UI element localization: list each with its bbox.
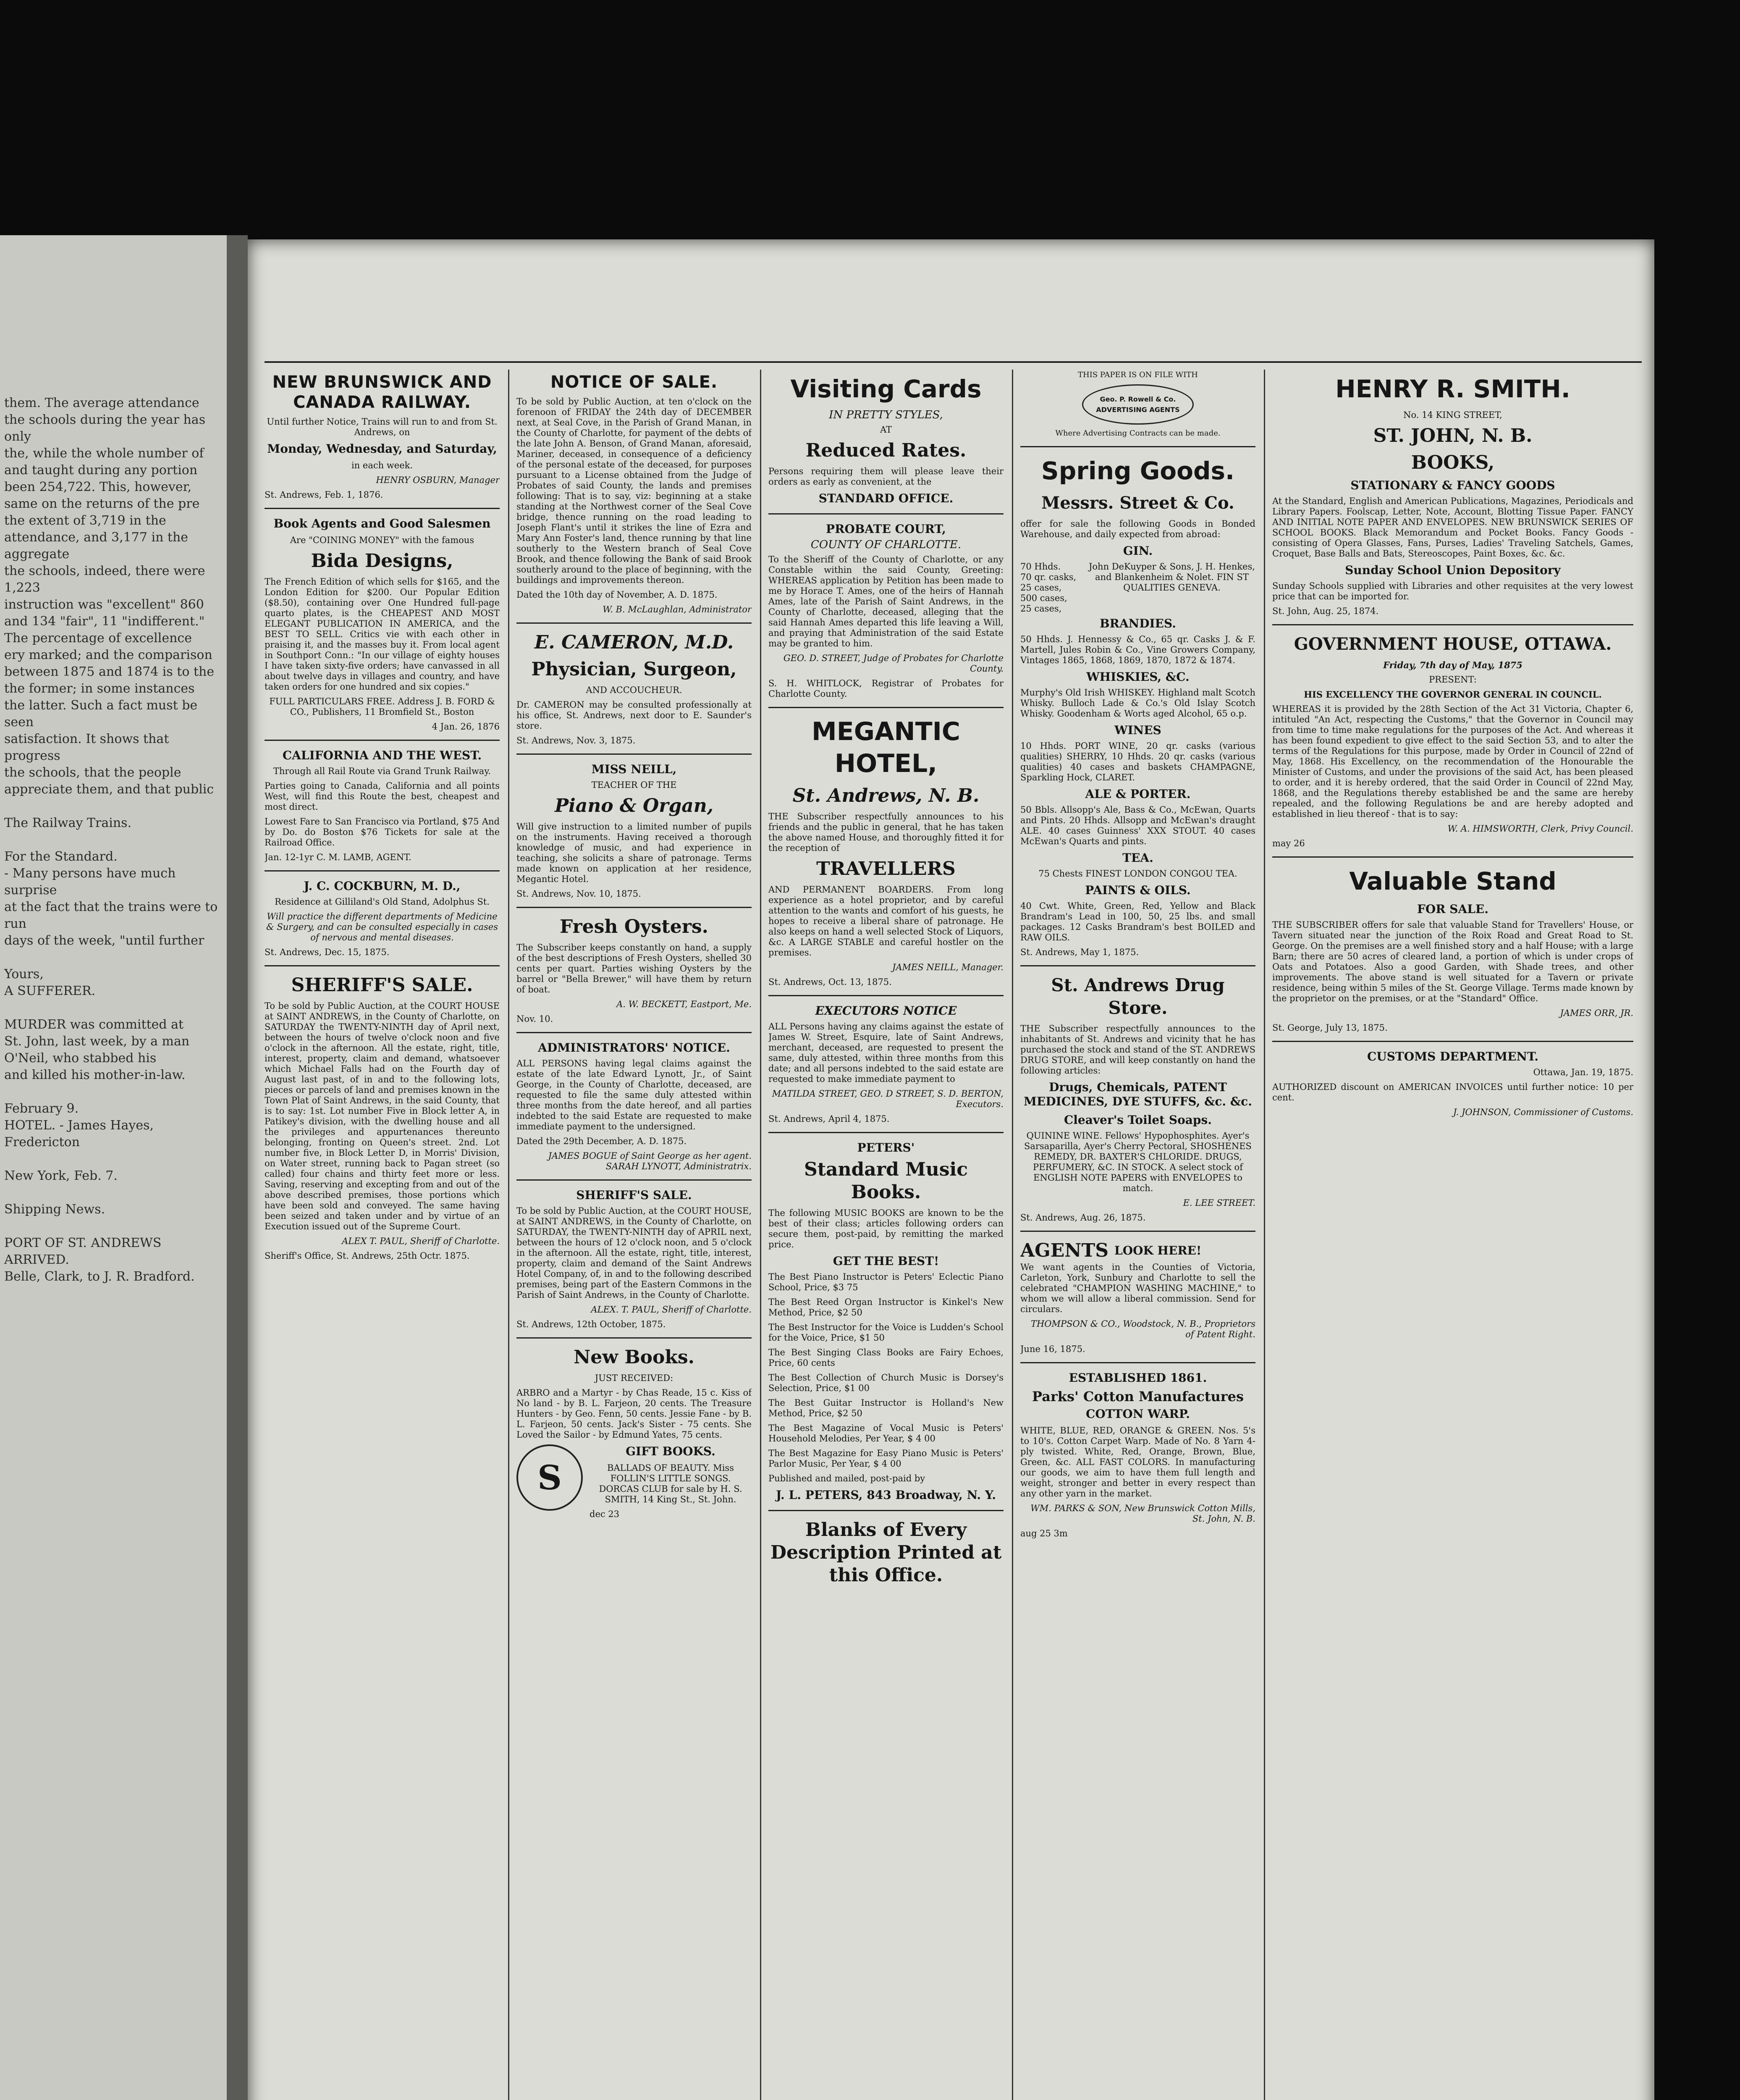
bida-body: The French Edition of which sells for $165, and the London Edition for $200. Our Popular Edition ($8.50), containing over One Hundred full-page quarto plates, is the CHEAPEST AND MOST ELEGANT PUBLICATION IN AMERICA, and the BEST TO SELL. Critics vie with each other in praising it, and the masses buy it. From local agent in Southport Conn.: "In our village of eighty houses I have taken sixty-five orders; have canvassed in all about twelve days in villages and country, and have taken orders for one hundred and six copies." <box>265 577 500 692</box>
new-books-title: New Books. <box>574 1347 694 1368</box>
divider <box>768 1132 1004 1133</box>
agents-line: Book Agents and Good Salesmen <box>273 517 491 530</box>
music-item: The Best Reed Organ Instructor is Kinkel's New Method, Price, $2 50 <box>768 1297 1004 1318</box>
tea-body: 75 Chests FINEST LONDON CONGOU TEA. <box>1038 869 1237 879</box>
government-date: Friday, 7th day of May, 1875 <box>1383 660 1522 670</box>
oysters-date: Nov. 10. <box>516 1014 553 1024</box>
music-item: The Best Instructor for the Voice is Ludden's School for the Voice, Price, $1 50 <box>768 1322 1004 1343</box>
california-fares: Lowest Fare to San Francisco via Portland, $75 And by Do. do Boston $76 Tickets for sale at the Railroad Office. <box>265 816 500 848</box>
agents-body: Are "COINING MONEY" with the famous <box>290 535 474 545</box>
gift-books-title: GIFT BOOKS. <box>626 1444 715 1458</box>
executors-signature: MATILDA STREET, GEO. D STREET, S. D. BERTON, Executors. <box>772 1089 1004 1109</box>
new-books-sub: JUST RECEIVED: <box>595 1373 673 1383</box>
agents-header <box>1020 1239 1255 1262</box>
probate-body: To the Sheriff of the County of Charlotte, or any Constable within the said County, Greeting: WHEREAS application by Petition has been made to me by Horace T. Ames, one of the heirs of Hannah Ames, late of the Parish of Saint Andrews, in the County of Charlotte, deceased, alleging that the said Hannah Ames departed this life leaving a Will, and praying that Administration of the said Estate may be granted to him. <box>768 554 1004 648</box>
top-rule <box>265 361 1642 363</box>
divider <box>516 1337 752 1339</box>
smith-title: HENRY R. SMITH. <box>1335 375 1570 403</box>
sheriff-sale-body: To be sold by Public Auction, at the COURT HOUSE at SAINT ANDREWS, in the County of Charlotte, on SATURDAY the TWENTY-NINTH day of April next, between the hours of twelve o'clock noon and five o'clock in the afternoon. All the estate, right, title, interest, property, claim and demand, whatsoever which Michael Falls had on the Fourth day of August last past, of in and to the following lots, pieces or parcels of land and premises known in the Town Plat of Saint Andrews, in the said County, that is to say: 1st. Lot number Five in Block letter A, in Patikey's division, with the dwelling house and all the privileges and appurtenances thereunto belonging, fronting on Queen's street. 2nd. Lot number five, in Block Letter D, in Morris' Division, on Water street, running back to Pagan street (so called) four chains and thirty feet more or less. Saving, reserving and excepting from and out of the above described premises, those portions which have been sold and conveyed. The same having been seized and taken under and by virtue of an Execution issued out of the Supreme Court. <box>265 1001 500 1231</box>
parks-body: WHITE, BLUE, RED, ORANGE & GREEN. Nos. 5's to 10's. Cotton Carpet Warp. Made of No. 8 Yarn 4-ply twisted. White, Red, Orange, Brown, Blue, Green, &c. ALL FAST COLORS. In manufacturing our goods, we aim to have them full length and weight, stronger and better in every respect than any other yarn in the market. <box>1020 1425 1255 1499</box>
cockburn-title: J. C. COCKBURN, M. D., <box>304 879 461 893</box>
probate-title: PROBATE COURT, <box>826 522 946 536</box>
peters-title: PETERS' <box>857 1141 915 1155</box>
visiting-cards-body: Persons requiring them will please leave their orders as early as convenient, at the <box>768 466 1004 487</box>
music-item: The Best Singing Class Books are Fairy Echoes, Price, 60 cents <box>768 1347 1004 1368</box>
valuable-stand-date: St. George, July 13, 1875. <box>1272 1023 1388 1033</box>
admin-title: ADMINISTRATORS' NOTICE. <box>538 1041 730 1055</box>
executors-title: EXECUTORS NOTICE <box>815 1004 957 1018</box>
agents-title: AGENTS <box>1020 1240 1108 1261</box>
divider <box>768 513 1004 514</box>
smith-body: At the Standard, English and American Publications, Magazines, Periodicals and Library Papers. Foolscap, Letter, Note, Account, Blotting Tissue Paper. FANCY AND INITIAL NOTE PAPER AND ENVELOPES. NEW BRUNSWICK SERIES OF SCHOOL BOOKS. Black Memorandum and Pocket Books. Fancy Goods - consisting of Opera Glasses, Fans, Purses, Ladies' Traveling Satchels, Games, Croquet, Base Balls and Bats, Stereoscopes, Paint Boxes, &c. &c. <box>1272 496 1633 559</box>
file-sub: Where Advertising Contracts can be made. <box>1055 429 1221 438</box>
megantic-date: St. Andrews, Oct. 13, 1875. <box>768 977 892 987</box>
neill-sub: TEACHER OF THE <box>591 780 677 790</box>
ale-heading: ALE & PORTER. <box>1085 787 1191 801</box>
tea-heading: TEA. <box>1122 851 1153 865</box>
established: ESTABLISHED 1861. <box>1069 1371 1207 1385</box>
cameron-sub: Physician, Surgeon, <box>531 659 737 680</box>
divider <box>516 1179 752 1181</box>
smith-date: St. John, Aug. 25, 1874. <box>1272 606 1379 616</box>
visiting-cards-sub: IN PRETTY STYLES, <box>829 409 943 421</box>
notice-of-sale-body: To be sold by Public Auction, at ten o'clock on the forenoon of FRIDAY the 24th day of DECEMBER next, at Seal Cove, in the Parish of Grand Manan, in the County of Charlotte, for payment of the debts of the late John A. Benson, of Grand Manan, aforesaid, Mariner, deceased, in consequence of a deficiency of the personal estate of the deceased, for purposes pursuant to a License obtained from the Judge of Probates of said County, the lands and premises following: That is to say, viz: beginning at a stake standing at the Northwest corner of the Seal Cove bridge, thence running on the road leading to Joseph Flant's until it strikes the line of Ezra and Mary Ann Foster's land, thence running by that line southerly to the Western branch of Seal Cove Brook, and thence following the Bank of said Brook southerly around to the place of beginning, with the buildings and improvements thereon. <box>516 396 752 585</box>
divider <box>516 622 752 624</box>
cameron-sub2: AND ACCOUCHEUR. <box>586 685 682 695</box>
parks-sub: COTTON WARP. <box>1086 1407 1190 1421</box>
cleaver-title: Cleaver's Toilet Soaps. <box>1064 1113 1212 1127</box>
customs-date: Ottawa, Jan. 19, 1875. <box>1533 1067 1633 1077</box>
megantic-signature: JAMES NEILL, Manager. <box>892 962 1004 972</box>
government-council: HIS EXCELLENCY THE GOVERNOR GENERAL IN COUNCIL. <box>1304 689 1602 700</box>
valuable-stand-signature: JAMES ORR, JR. <box>1560 1008 1633 1018</box>
gin-heading: GIN. <box>1123 544 1153 558</box>
column-rule <box>1012 370 1013 2100</box>
gin-brands: John DeKuyper & Sons, J. H. Henkes, and Blankenheim & Nolet. FIN ST QUALITIES GENEVA. <box>1089 562 1255 593</box>
government-signature: W. A. HIMSWORTH, Clerk, Privy Council. <box>1447 824 1633 834</box>
rail-date: St. Andrews, Feb. 1, 1876. <box>265 490 383 500</box>
rail-body: Until further Notice, Trains will run to and from St. Andrews, on <box>267 417 498 437</box>
parks-title: Parks' Cotton Manufactures <box>1032 1389 1244 1404</box>
divider <box>516 1032 752 1033</box>
column-rule <box>508 370 509 2100</box>
notice-of-sale-date: Dated the 10th day of November, A. D. 1875. <box>516 590 718 600</box>
music-foot: Published and mailed, post-paid by <box>768 1473 925 1483</box>
megantic-body: THE Subscriber respectfully announces to his friends and the public in general, that he has taken the above named House, and thoroughly fitted it for the reception of <box>768 811 1004 853</box>
divider <box>1020 1231 1255 1232</box>
gin-item: 70 qr. casks, <box>1020 572 1077 582</box>
standard-office: STANDARD OFFICE. <box>818 491 954 505</box>
divider <box>265 870 500 872</box>
executors-date: St. Andrews, April 4, 1875. <box>768 1114 890 1124</box>
notice-of-sale-signature: W. B. McLaughlan, Administrator <box>603 604 752 614</box>
get-the-best: GET THE BEST! <box>833 1254 939 1268</box>
divider <box>1272 1041 1633 1042</box>
music-item: The Best Magazine of Vocal Music is Peters' Household Melodies, Per Year, $ 4 00 <box>768 1423 1004 1444</box>
customs-signature: J. JOHNSON, Commissioner of Customs. <box>1453 1107 1633 1117</box>
valuable-stand-sub: FOR SALE. <box>1417 902 1488 916</box>
spring-goods-title: Spring Goods. <box>1041 457 1235 485</box>
valuable-stand-title: Valuable Stand <box>1349 867 1557 895</box>
divider <box>768 707 1004 708</box>
gift-books-date: dec 23 <box>590 1509 620 1519</box>
valuable-stand-body: THE SUBSCRIBER offers for sale that valuable Stand for Travellers' House, or Tavern situated near the junction of the Roix Road and Great Road to St. George. On the premises are a well finished story and a half House; with a large Barn; there are 50 acres of cleared land, a portion of which is under crops of Oats and Potatoes. Also a good Garden, with Shade trees, and other improvements. The above stand is well situated for a Tavern or private residence, being within 5 miles of the St. George Village. Terms made known by the proprietor on the premises, or at the "Standard" Office. <box>1272 920 1633 1003</box>
cameron-title: E. CAMERON, M.D. <box>534 632 734 653</box>
smith-city: ST. JOHN, N. B. <box>1373 425 1533 446</box>
divider <box>1272 856 1633 858</box>
cameron-date: St. Andrews, Nov. 3, 1875. <box>516 735 636 746</box>
probate-signature: GEO. D. STREET, Judge of Probates for Charlotte County. <box>783 653 1004 674</box>
travellers: TRAVELLERS <box>816 858 956 879</box>
neill-body: Will give instruction to a limited number of pupils on the instruments. Having received a thorough knowledge of music, and had experience in teaching, she solicits a share of patronage. Terms made known on application at her residence, Megantic Hotel. <box>516 822 752 884</box>
rail-days2: in each week. <box>351 460 413 470</box>
sunday-school-title: Sunday School Union Depository <box>1345 563 1561 577</box>
street-date: St. Andrews, May 1, 1875. <box>1020 947 1139 957</box>
gin-table <box>1020 562 1255 614</box>
street-body: offer for sale the following Goods in Bonded Warehouse, and daily expected from abroad: <box>1020 519 1255 539</box>
sheriff2-body: To be sold by Public Auction, at the COURT HOUSE, at SAINT ANDREWS, in the County of Charlotte, on SATURDAY, the TWENTY-NINTH day of APRIL next, between the hours of 12 o'clock noon, and 5 o'clock in the afternoon. All the estate, right, title, interest, property, claim and demand of the Saint Andrews Hotel Company, of, in and to the following described premises, being part of the Eastern Commons in the Parish of Saint Andrews, in the County of Charlotte. <box>516 1206 752 1300</box>
probate-sub: COUNTY OF CHARLOTTE. <box>810 538 962 551</box>
wines-heading: WINES <box>1114 723 1161 737</box>
column-rule <box>1264 370 1265 2100</box>
agents-signature: THOMPSON & CO., Woodstock, N. B., Proprietors of Patent Right. <box>1030 1319 1255 1339</box>
reduced-rates: Reduced Rates. <box>805 440 967 461</box>
column-rule <box>760 370 761 2100</box>
cockburn-sub: Residence at Gilliland's Old Stand, Adolphus St. <box>275 897 490 907</box>
divider <box>768 995 1004 996</box>
left-page-fragment <box>0 235 227 2100</box>
column-4 <box>1020 370 1255 2100</box>
divider <box>1020 1362 1255 1363</box>
neill-date: St. Andrews, Nov. 10, 1875. <box>516 889 641 899</box>
california-body: Parties going to Canada, California and all points West, will find this Route the best, cheapest and most direct. <box>265 781 500 812</box>
smith-books: BOOKS, <box>1411 452 1495 473</box>
column-2 <box>516 370 752 2100</box>
parks-signature: WM. PARKS & SON, New Brunswick Cotton Mills, St. John, N. B. <box>1030 1503 1255 1524</box>
sunday-school-body: Sunday Schools supplied with Libraries and other requisites at the very lowest price that can be imported for. <box>1272 581 1633 601</box>
admin-signature: JAMES BOGUE of Saint George as her agent. SARAH LYNOTT, Administratrix. <box>548 1151 752 1171</box>
divider <box>265 740 500 741</box>
newspaper-page <box>248 239 1654 2100</box>
bida-foot: FULL PARTICULARS FREE. Address J. B. FORD & CO., Publishers, 11 Bromfield St., Boston <box>269 696 495 717</box>
smith-stationary: STATIONARY & FANCY GOODS <box>1350 478 1555 492</box>
rail-title: NEW BRUNSWICK AND CANADA RAILWAY. <box>272 373 492 412</box>
neill-big: Piano & Organ, <box>554 795 714 816</box>
oysters-body: The Subscriber keeps constantly on hand, a supply of the best descriptions of Fresh Oysters, shelled 30 cents per quart. Parties wishing Oysters by the barrel or "Bella Brewer," will have them by return of boat. <box>516 942 752 995</box>
sheriff-sale-date: Sheriff's Office, St. Andrews, 25th Octr. 1875. <box>265 1251 470 1261</box>
divider <box>1272 624 1633 625</box>
monogram-logo-icon: S <box>516 1444 583 1511</box>
bida-title: Bida Designs, <box>311 550 453 572</box>
cockburn-date: St. Andrews, Dec. 15, 1875. <box>265 947 390 957</box>
gin-item: 70 Hhds. <box>1020 562 1061 572</box>
music-books-body: The following MUSIC BOOKS are known to be the best of their class; articles following orders can secure them, post-paid, by remitting the marked price. <box>768 1208 1004 1250</box>
sheriff2-signature: ALEX. T. PAUL, Sheriff of Charlotte. <box>591 1305 752 1315</box>
music-item: The Best Guitar Instructor is Holland's New Method, Price, $2 50 <box>768 1398 1004 1418</box>
visiting-cards-title: Visiting Cards <box>790 375 982 403</box>
government-present: PRESENT: <box>1429 675 1477 685</box>
rail-signature: HENRY OSBURN, Manager <box>376 475 500 485</box>
executors-body: ALL Persons having any claims against the estate of James W. Street, Esquire, late of Saint Andrews, merchant, deceased, are requested to present the same, duly attested, within three months from this date; and all persons indebted to the said estate are requested to make immediate payment to <box>768 1021 1004 1084</box>
street-title: Messrs. Street & Co. <box>1041 493 1234 513</box>
divider <box>516 907 752 908</box>
oysters-title: Fresh Oysters. <box>560 916 708 937</box>
neill-title: MISS NEILL, <box>591 762 677 776</box>
california-title: CALIFORNIA AND THE WEST. <box>282 748 482 762</box>
wine-body: 10 Hhds. PORT WINE, 20 qr. casks (various qualities) SHERRY, 10 Hhds. 20 qr. casks (various qualities) 40 cases and baskets CHAMPAGNE, Sparkling Hock, CLARET. <box>1020 741 1255 782</box>
ale-body: 50 Bbls. Allsopp's Ale, Bass & Co., McEwan, Quarts and Pints. 20 Hhds. Allsopp and McEwan's draught ALE. 40 cases Guinness' XXX STOUT. 40 cases McEwan's Quarts and pints. <box>1020 805 1255 846</box>
divider <box>265 965 500 966</box>
column-3 <box>768 370 1004 2100</box>
megantic-body2: AND PERMANENT BOARDERS. From long experience as a hotel proprietor, and by careful attention to the wants and comfort of his guests, he hopes to receive a liberal share of patronage. He also keeps on hand a well selected Stock of Liquors, &c. A LARGE STABLE and careful hostler on the premises. <box>768 885 1004 958</box>
probate-signature2: S. H. WHITLOCK, Registrar of Probates for Charlotte County. <box>768 678 1004 699</box>
oysters-signature: A. W. BECKETT, Eastport, Me. <box>616 999 752 1009</box>
customs-title: CUSTOMS DEPARTMENT. <box>1367 1050 1538 1063</box>
column-5 <box>1272 370 1633 2100</box>
admin-date: Dated the 29th December, A. D. 1875. <box>516 1136 687 1146</box>
sheriff2-date: St. Andrews, 12th October, 1875. <box>516 1319 666 1329</box>
gin-item: 500 cases, <box>1020 593 1067 603</box>
admin-body: ALL PERSONS having legal claims against the estate of the late Edward Lynott, Jr., of Saint George, in the County of Charlotte, deceased, are requested to file the same duly attested within three months from the date hereof, and all parties indebted to the said Estate are requested to make immediate payment to the undersigned. <box>516 1058 752 1131</box>
cameron-body: Dr. CAMERON may be consulted professionally at his office, St. Andrews, next door to E. Saunder's store. <box>516 700 752 731</box>
music-books-title: Standard Music Books. <box>804 1159 968 1203</box>
government-title: GOVERNMENT HOUSE, OTTAWA. <box>1294 634 1612 654</box>
music-item: The Best Collection of Church Music is Dorsey's Selection, Price, $1 00 <box>768 1373 1004 1393</box>
divider <box>516 753 752 755</box>
file-line: THIS PAPER IS ON FILE WITH <box>1078 370 1198 379</box>
agents-look-here: LOOK HERE! <box>1114 1244 1202 1257</box>
drug-store-items: Drugs, Chemicals, PATENT MEDICINES, DYE STUFFS, &c. &c. <box>1024 1080 1252 1108</box>
sheriff2-title: SHERIFF'S SALE. <box>576 1188 692 1202</box>
visiting-cards-at: AT <box>880 425 892 435</box>
drug-store-title: St. Andrews Drug Store. <box>1051 975 1225 1018</box>
agents-date: June 16, 1875. <box>1020 1344 1085 1354</box>
divider <box>768 1510 1004 1511</box>
gin-item: 25 cases, <box>1020 583 1062 593</box>
bida-date: 4 Jan. 26, 1876 <box>432 722 500 732</box>
sheriff-sale-title: SHERIFF'S SALE. <box>291 974 473 996</box>
music-item: The Best Magazine for Easy Piano Music is Peters' Parlor Music, Per Year, $ 4 00 <box>768 1448 1004 1469</box>
paint-body: 40 Cwt. White, Green, Red, Yellow and Black Brandram's Lead in 100, 50, 25 lbs. and small packages. 12 Casks Brandram's best BOILED and RAW OILS. <box>1020 901 1255 942</box>
left-page-text: them. The average attendance the schools during the year has only the, while the whole number of and taught during any portion been 254,722. This, however, same on the returns of the pre the extent of 3,719 in the attendance, and 3,177 in the aggregate the schools, indeed, there were 1,223 instruction was "excellent" 860 and 134 "fair", 11 "indifferent." The percentage of excellence ery marked; and the comparison between 1875 and 1874 is to the the former; in some instances the latter. Such a fact must be seen satisfaction. It shows that progress the schools, that the people appreciate them, and that public The Railway Trains. For the Standard. - Many persons have much surprise at the fact that the trains were to run days of the week, "until further Yours, A SUFFERER. MURDER was committed at St. John, last week, by a man O'Neil, who stabbed his and killed his mother-in-law. February 9. HOTEL. - James Hayes, Fredericton New York, Feb. 7. Shipping News. PORT OF ST. ANDREWS ARRIVED. Belle, Clark, to J. R. Bradford. <box>4 396 218 1284</box>
gin-quantities <box>1020 562 1083 614</box>
notice-of-sale-title: NOTICE OF SALE. <box>550 373 718 392</box>
music-signature: J. L. PETERS, 843 Broadway, N. Y. <box>776 1488 996 1502</box>
music-item: The Best Piano Instructor is Peters' Eclectic Piano School, Price, $3 75 <box>768 1272 1004 1292</box>
customs-body: AUTHORIZED discount on AMERICAN INVOICES until further notice: 10 per cent. <box>1272 1082 1633 1102</box>
gift-books-body: BALLADS OF BEAUTY. Miss FOLLIN'S LITTLE SONGS. DORCAS CLUB for sale by H. S. SMITH, 14 King St., St. John. <box>599 1463 742 1504</box>
blanks-ad: Blanks of Every Description Printed at this Office. <box>770 1519 1002 1586</box>
whiskies-heading: WHISKIES, &C. <box>1086 670 1190 684</box>
drug-store-date: St. Andrews, Aug. 26, 1875. <box>1020 1213 1146 1223</box>
megantic-sub: St. Andrews, N. B. <box>792 785 980 806</box>
drug-store-signature: E. LEE STREET. <box>1183 1198 1255 1208</box>
california-signature: Jan. 12-1yr C. M. LAMB, AGENT. <box>265 852 411 862</box>
smith-address: No. 14 KING STREET, <box>1403 410 1502 420</box>
sheriff-sale-signature: ALEX T. PAUL, Sheriff of Charlotte. <box>342 1236 500 1246</box>
divider <box>265 508 500 509</box>
government-body: WHEREAS it is provided by the 28th Section of the Act 31 Victoria, Chapter 6, intituled "An Act, respecting the Customs," that the Governor in Council may from time to time make regulations for the purposes of the Act. And whereas it has been found expedient to give effect to the said Section 53, and to alter the terms of the Regulations for this purpose, made by Order in Council of 22nd of May, 1868. His Excellency, on the recommendation of the Honourable the Minister of Customs, and under the provisions of the said Act, has been pleased to order, and it is hereby ordered, that the said Order in Council of 22nd May, 1868, and the Regulations thereby established be and the same are hereby repealed, and the following Regulations be and are hereby adopted and established in lieu thereof - that is to say: <box>1272 704 1633 819</box>
california-sub: Through all Rail Route via Grand Trunk Railway. <box>273 766 491 776</box>
new-books-body: ARBRO and a Martyr - by Chas Reade, 15 c. Kiss of No land - by B. L. Farjeon, 20 cents. The Treasure Hunters - by Geo. Fenn, 50 cents. Jessie Fane - by B. L. Farjeon, 50 cents. Jack's Sister - 75 cents. She Loved the Sailor - by Edmund Yates, 75 cents. <box>516 1388 752 1440</box>
parks-date: aug 25 3m <box>1020 1528 1068 1538</box>
cleaver-body: QUININE WINE. Fellows' Hypophosphites. Ayer's Sarsaparilla, Ayer's Cherry Pectoral, SHOSHENES REMEDY, DR. BAXTER'S CHLORIDE. DRUGS, PERFUMERY, &C. IN STOCK. A select stock of ENGLISH NOTE PAPERS with ENVELOPES to match. <box>1024 1131 1252 1193</box>
divider <box>1020 965 1255 966</box>
gin-item: 25 cases, <box>1020 604 1062 614</box>
paints-heading: PAINTS & OILS. <box>1085 883 1191 897</box>
column-1 <box>265 370 500 2100</box>
drug-store-body: THE Subscriber respectfully announces to the inhabitants of St. Andrews and vicinity that he has purchased the stock and stand of the ST. ANDREWS DRUG STORE, and will keep constantly on hand the following articles: <box>1020 1024 1255 1076</box>
brandy-body: 50 Hhds. J. Hennessy & Co., 65 qr. Casks J. & F. Martell, Jules Robin & Co., Vine Growers Company, Vintages 1865, 1868, 1869, 1870, 1872 & 1874. <box>1020 634 1255 665</box>
brandies-heading: BRANDIES. <box>1100 617 1176 630</box>
megantic-title: MEGANTIC HOTEL, <box>812 717 960 778</box>
rowell-logo-icon: Geo. P. Rowell & Co. ADVERTISING AGENTS <box>1082 384 1194 425</box>
page-fold <box>227 235 248 2100</box>
whisky-body: Murphy's Old Irish WHISKEY. Highland malt Scotch Whisky. Bulloch Lade & Co.'s Old Islay Scotch Whisky. Goodenham & Worts aged Alcohol, 65 o.p. <box>1020 688 1255 719</box>
divider <box>1020 446 1255 447</box>
agents-body: We want agents in the Counties of Victoria, Carleton, York, Sunbury and Charlotte to sell the celebrated "CHAMPION WASHING MACHINE," to whom we will allow a liberal commission. Send for circulars. <box>1020 1262 1255 1314</box>
government-footdate: may 26 <box>1272 838 1305 848</box>
rail-days: Monday, Wednesday, and Saturday, <box>267 442 497 456</box>
cockburn-body: Will practice the different departments of Medicine & Surgery, and can be consulted especially in cases of nervous and mental diseases. <box>266 911 498 942</box>
